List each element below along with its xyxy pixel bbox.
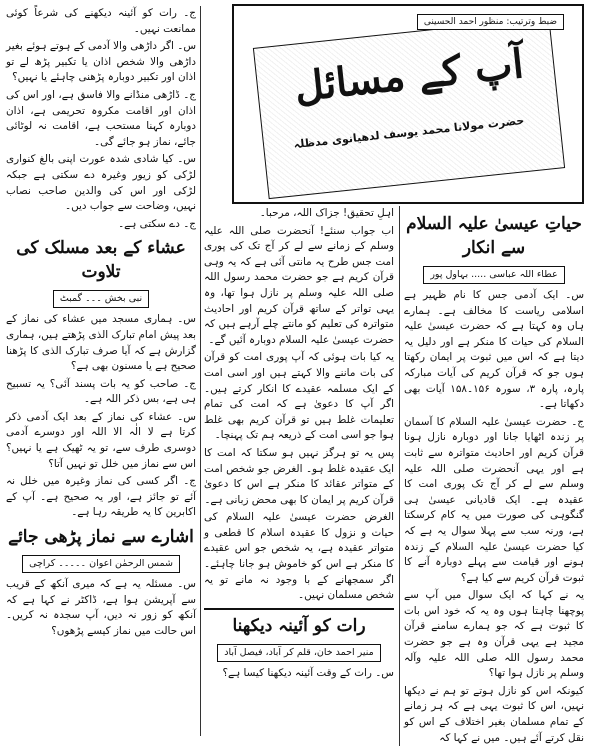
paragraph: س۔ کیا شادی شدہ عورت اپنی بالغ کنواری لڑکی کو زیور وغیرہ دے سکتی ہے جبکہ لڑکی اور اس کی والدین صاحب نصاب نہیں، وضاحت سے جواب دیں۔ [6, 153, 196, 213]
article-heading: رات کو آئینہ دیکھنا [232, 615, 366, 636]
paragraph: س۔ رات کے وقت آئینہ دیکھنا کیسا ہے؟ [222, 666, 394, 679]
paragraph: س۔ ہماری مسجد میں عشاء کی نماز کے بعد پیش امام تبارک الذی پڑھتے ہیں، ہماری گزارش ہے کہ آیا صرف تبارک الذی کا پڑھنا صحیح ہے یا مسنون بھی ہے؟ [6, 313, 196, 373]
article-byline: منیر احمد خان، قلم کر آباد، فیصل آباد [217, 644, 381, 662]
section-rule [204, 608, 394, 610]
paragraph: ج۔ دے سکتی ہے۔ [118, 217, 196, 230]
column-divider [399, 206, 400, 746]
column-divider [200, 6, 201, 736]
paragraph: ج۔ حضرت عیسیٰ علیہ السلام کا آسمان پر زندہ اٹھایا جانا اور دوبارہ نازل ہونا قرآن کریم اور احادیث متواترہ سے ثابت ہے اور یہی آنحضرت صلی اللہ علیہ وسلم سے لے کر آج تک پوری امت کا عقیدہ ہے۔ ایک قادیانی عیسیٰ ہی گنگوہی کی صورت میں یہ کام کرسکتا ہے، ورنہ سب سے پہلا سوال یہ ہے کہ کیا حضرت عیسیٰ علیہ السلام کے زندہ ہونے اور قیامت سے پہلے دوبارہ آنے کا ثبوت قرآن کریم سے کیا ہے؟ [404, 415, 584, 584]
paragraph: پس یہ تو ہرگز نہیں ہو سکتا کہ امت کا ایک عقیدہ غلط ہو۔ الغرض جو شخص امت کے متواتر عقائد کا منکر ہے اس کا دعویٰ قرآن کریم پر ایمان کا بھی محض زبانی ہے۔ [204, 446, 394, 506]
paragraph: یہ نے کہا کہ ایک سوال میں آپ سے پوچھنا چاہتا ہوں وہ یہ کہ خود اس بات کا ثبوت ہے کہ جو ہمارے سامنے قرآن مجید ہے یہی قرآن وہ ہے جو حضرت محمد رسول اللہ صلی اللہ علیہ وآلہ وسلم پر نازل ہوا تھا؟ [404, 589, 584, 680]
paragraph: ج۔ اگر کسی کی نماز وغیرہ میں خلل نہ آئے تو جائز ہے، اور یہ صحیح ہے۔ آپ کے اکابرین کا یہ طریقہ رہا ہے۔ [6, 475, 196, 519]
paragraph: س۔ اگر داڑھی والا آدمی کے ہوتے ہوئے بغیر داڑھی والا شخص اذان یا تکبیر پڑھ لے تو اذان اور تکبیر دوبارہ پڑھنی چاہئے یا نہیں؟ [6, 40, 196, 84]
article-heading: اشارے سے نماز پڑھی جائے [8, 527, 194, 548]
greeting: اہلِ تحقیق! جزاک اللہ، مرحبا۔ [259, 207, 394, 219]
compiler-label: ضبط وترتیب: منظور احمد الحسینی [417, 14, 564, 30]
paragraph: س۔ مسئلہ یہ ہے کہ میری آنکھ کے قریب سے آپریشن ہوا ہے، ڈاکٹر نے کہا ہے کہ آنکھ کو زور نہ دیں، آپ سجدہ نہ کریں۔ اس حالت میں نماز کیسے پڑھوں؟ [6, 578, 196, 637]
paragraph: کیونکہ اس کو نازل ہوتے تو ہم نے دیکھا نہیں، اس کا ثبوت یہی ہے کہ ہر زمانے کے تمام مسلمان بغیر اختلاف کے اس کو نقل کرتے آئے ہیں۔ میں نے کہا کہ [404, 684, 584, 744]
banner-author: حضرت مولانا محمد یوسف لدھیانوی مدظلہ [293, 113, 525, 152]
column-title-banner [232, 4, 584, 204]
article-heading: عشاء کے بعد مسلک کی تلاوت [16, 238, 186, 283]
middle-column [204, 206, 394, 683]
article-heading: حیاتِ عیسیٰ علیہ السلام سے انکار [406, 214, 582, 258]
paragraph: ج۔ صاحب کو یہ بات پسند آئی؟ یہ تسبیح ہی ہے، بس ذکر اللہ ہے۔ [6, 377, 196, 406]
paragraph: س۔ عشاء کی نماز کے بعد ایک آدمی ذکر کرتا ہے لا الٰہ الا اللہ اور دوسرے آدمی دوسری طرف سے، تو یہ ٹھیک ہے یا نہیں؟ اس سے نماز میں خلل تو نہیں آتا؟ [6, 410, 196, 470]
paragraph: الغرض حضرت عیسیٰ علیہ السلام کی حیات و نزول کا عقیدہ اسلام کا قطعی و متواتر عقیدہ ہے، یہ شخص جو اس عقیدے کا منکر ہے اس کو خاموش ہو جانا چاہئے۔ اگر سمجھانے کے با وجود نہ مانے تو یہ شخص مسلمان نہیں۔ [204, 511, 394, 602]
paragraph: یہ کیا بات ہوئی کہ آپ پوری امت کو قرآن کی بات ماننے والا کہتے ہیں اور اسی امت کے ایک مسلمہ عقیدے کا انکار کرتے ہیں۔ اگر آپ کا دعویٰ ہے کہ امت کی تمام تعلیمات غلط ہیں تو قرآن کریم بھی غلط ہوا جو اسی امت کے ذریعہ ہم تک پہنچا۔ [204, 351, 394, 442]
paragraph: ج۔ ڈاڑھی منڈانے والا فاسق ہے، اور اس کی اذان اور اقامت مکروہ تحریمی ہے، اذان دوبارہ کہنا مستحب ہے، اقامت نہ لوٹائی جائے، نماز ہو جائے گی۔ [6, 88, 196, 148]
left-column [6, 6, 196, 641]
article-byline: نبی بخش ۔۔۔ گمبٹ [53, 290, 149, 308]
paragraph: اب جواب سنئے! آنحضرت صلی اللہ علیہ وسلم کے زمانے سے لے کر آج تک کی پوری امت جس طرح یہ مانتی آئی ہے کہ یہ وہی قرآن کریم ہے جو حضرت محمد رسول اللہ صلی اللہ علیہ وسلم پر نازل ہوا تھا، وہ یہی تواتر کے ساتھ قرآن کریم اور احادیث متواترہ کی تعلیم کو مانتے چلے آرہے ہیں کہ حضرت عیسیٰ علیہ السلام دوبارہ آئیں گے۔ [204, 224, 394, 346]
article-byline: شمس الرحمٰن اعوان ۔۔۔۔۔ کراچی [22, 555, 180, 573]
paragraph: ج۔ رات کو آئینہ دیکھنے کی شرعاً کوئی ممانعت نہیں۔ [6, 7, 196, 35]
article-byline: عطاء اللہ عباسی ..... بہاول پور [423, 266, 564, 284]
paragraph: س۔ ایک آدمی جس کا نام ظہیر ہے اسلامی ریاست کا مخالف ہے۔ ہمارے ہاں وہ کہتا ہے کہ حضرت عیسیٰ علیہ السلام کی حیات کا منکر ہے اور دلیل یہ دیتا ہے کہ اس میں ثبوت پر ایمان رکھتا ہوں جو کہ قرآن کریم کی آیات مبارکہ پارہ، پارہ ۳، سورہ ۱۵۶۔۱۵۸ آیات بھی دکھاتا ہے۔ [404, 289, 584, 411]
banner-title: آپ کے مسائل [292, 40, 526, 111]
right-column [404, 208, 584, 748]
